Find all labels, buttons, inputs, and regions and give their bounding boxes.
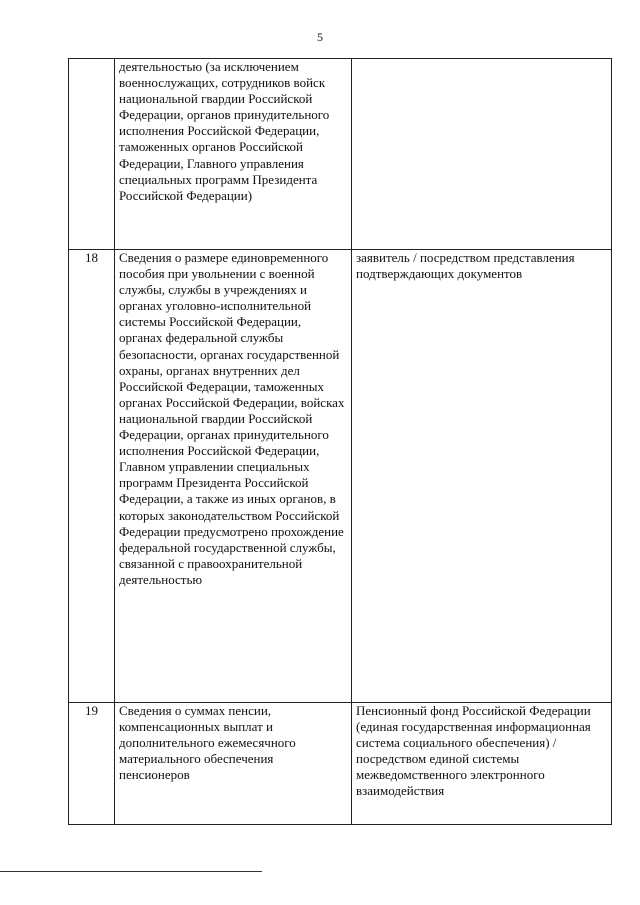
row-description-cell: деятельностью (за исключением военнослужащих, сотрудников войск национальной гвардии Российской Федерации, органов принудительного исполнения Российской Федерации, таможенных органов Российской Федерации, Главного управления специальных программ Президента Российской Федерации) bbox=[115, 59, 352, 250]
row-source-cell: заявитель / посредством представления подтверждающих документов bbox=[352, 250, 612, 703]
row-number-cell: 18 bbox=[69, 250, 115, 703]
footnote-separator bbox=[0, 871, 262, 872]
row-source-cell bbox=[352, 59, 612, 250]
page-number: 5 bbox=[317, 30, 323, 44]
document-table bbox=[68, 58, 612, 825]
table-row bbox=[69, 59, 612, 250]
table-row bbox=[69, 250, 612, 703]
row-description-cell: Сведения о размере единовременного пособия при увольнении с военной службы, службы в учреждениях и органах уголовно-исполнительной системы Российской Федерации, органах федеральной службы безопасности, органах государственной охраны, органах внутренних дел Российской Федерации, таможенных органах Российской Федерации, войсках национальной гвардии Российской Федерации, органах принудительного исполнения Российской Федерации, Главном управлении специальных программ Президента Российской Федерации, а также из иных органов, в которых законодательством Российской Федерации предусмотрено прохождение федеральной государственной службы, связанной с правоохранительной деятельностью bbox=[115, 250, 352, 703]
row-source-cell: Пенсионный фонд Российской Федерации (единая государственная информационная система социального обеспечения) / посредством единой системы межведомственного электронного взаимодействия bbox=[352, 703, 612, 825]
table-row bbox=[69, 703, 612, 825]
row-description-cell: Сведения о суммах пенсии, компенсационных выплат и дополнительного ежемесячного материального обеспечения пенсионеров bbox=[115, 703, 352, 825]
row-number-cell: 19 bbox=[69, 703, 115, 825]
row-number-cell bbox=[69, 59, 115, 250]
